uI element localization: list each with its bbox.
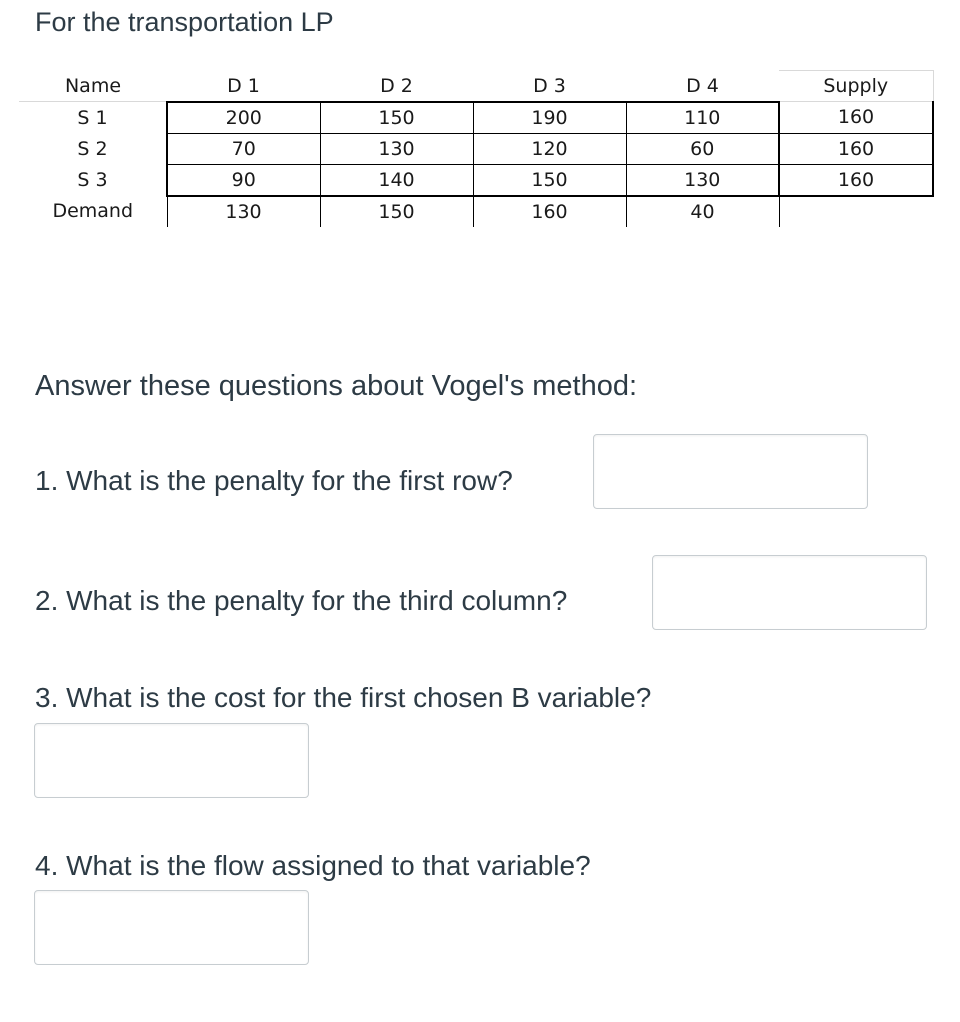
supply-cell: 160 (779, 164, 933, 196)
table-row (19, 133, 933, 164)
demand-cell: 150 (320, 196, 473, 227)
supply-cell: 160 (779, 102, 933, 134)
question-4-text: 4. What is the flow assigned to that variable? (35, 850, 591, 881)
cost-cell: 200 (167, 102, 320, 134)
cost-cell: 90 (167, 164, 320, 196)
row-name: S 1 (77, 106, 108, 129)
question-2-text: 2. What is the penalty for the third column? (35, 585, 568, 616)
answer-2-input[interactable] (652, 555, 927, 630)
cost-cell: 190 (473, 102, 626, 134)
intro-text: For the transportation LP (35, 7, 334, 37)
cost-cell: 60 (626, 133, 779, 164)
answer-1-input[interactable] (593, 434, 868, 509)
questions-title: Answer these questions about Vogel's method: (35, 370, 638, 402)
question-3-text: 3. What is the cost for the first chosen B variable? (35, 682, 652, 713)
cost-cell: 150 (320, 102, 473, 134)
cost-cell: 140 (320, 164, 473, 196)
cost-cell: 70 (167, 133, 320, 164)
demand-empty-cell (779, 196, 933, 227)
header-d2: D 2 (320, 71, 473, 102)
table-row (19, 102, 933, 134)
header-d4: D 4 (626, 71, 779, 102)
header-d3: D 3 (473, 71, 626, 102)
cost-cell: 150 (473, 164, 626, 196)
cost-cell: 120 (473, 133, 626, 164)
demand-cell: 130 (167, 196, 320, 227)
question-1-text: 1. What is the penalty for the first row? (35, 465, 513, 496)
demand-cell: 40 (626, 196, 779, 227)
cost-cell: 130 (320, 133, 473, 164)
row-name: S 3 (77, 168, 108, 191)
row-name: S 2 (77, 137, 108, 160)
table-row (19, 164, 933, 196)
header-d1: D 1 (167, 71, 320, 102)
header-name: Name (19, 71, 167, 102)
answer-4-input[interactable] (34, 890, 309, 965)
transportation-table (19, 70, 934, 227)
demand-row (19, 196, 933, 227)
demand-label: Demand (52, 200, 134, 222)
cost-cell: 130 (626, 164, 779, 196)
supply-cell: 160 (779, 133, 933, 164)
table-header-row (19, 71, 933, 102)
answer-3-input[interactable] (34, 723, 309, 798)
cost-cell: 110 (626, 102, 779, 134)
header-supply: Supply (779, 71, 933, 102)
demand-cell: 160 (473, 196, 626, 227)
